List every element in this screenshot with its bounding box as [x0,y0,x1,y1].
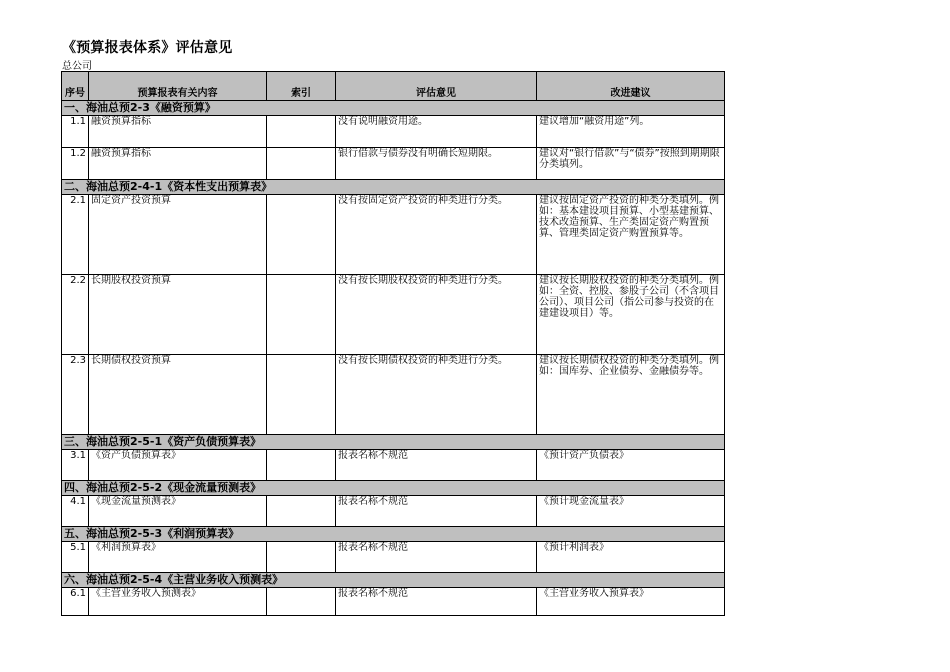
row-number: 5.1 [62,542,89,573]
row-opinion: 没有按固定资产投资的种类进行分类。 [336,195,537,275]
row-content: 长期债权投资预算 [89,355,267,435]
row-opinion: 报表名称不规范 [336,496,537,527]
table-row [62,542,725,573]
row-number: 1.2 [62,148,89,180]
section-title: 一、海油总预2-3《融资预算》 [62,101,725,116]
row-suggestion: 建议按长期股权投资的种类分类填列。例如：全资、控股、参股子公司（不含项目公司）、项目公司（指公司参与投资的在建建设项目）等。 [537,275,725,355]
section-title: 四、海油总预2-5-2《现金流量预测表》 [62,481,725,496]
table-row [62,275,725,355]
row-number: 3.1 [62,450,89,481]
row-content: 融资预算指标 [89,116,267,148]
table-row [62,116,725,148]
row-content: 融资预算指标 [89,148,267,180]
header-index: 索引 [267,72,336,101]
row-content: 《现金流量预测表》 [89,496,267,527]
section-row [62,573,725,588]
row-number: 2.2 [62,275,89,355]
row-index [267,450,336,481]
row-content: 《利润预算表》 [89,542,267,573]
row-opinion: 报表名称不规范 [336,542,537,573]
section-row [62,527,725,542]
row-index [267,148,336,180]
row-opinion: 没有按长期债权投资的种类进行分类。 [336,355,537,435]
row-number: 2.3 [62,355,89,435]
row-index [267,275,336,355]
row-suggestion: 建议按长期债权投资的种类分类填列。例如：国库券、企业债券、金融债券等。 [537,355,725,435]
row-content: 长期股权投资预算 [89,275,267,355]
row-opinion: 没有按长期股权投资的种类进行分类。 [336,275,537,355]
row-suggestion: 《预计利润表》 [537,542,725,573]
row-opinion: 报表名称不规范 [336,450,537,481]
section-title: 二、海油总预2-4-1《资本性支出预算表》 [62,180,725,195]
row-opinion: 银行借款与债券没有明确长短期限。 [336,148,537,180]
table-row [62,496,725,527]
row-content: 固定资产投资预算 [89,195,267,275]
row-number: 4.1 [62,496,89,527]
row-number: 1.1 [62,116,89,148]
table-row [62,195,725,275]
row-suggestion: 建议按固定资产投资的种类分类填列。例如：基本建设项目预算、小型基建预算、技术改造预算、生产类固定资产购置预算、管理类固定资产购置预算等。 [537,195,725,275]
row-suggestion: 《预计资产负债表》 [537,450,725,481]
section-title: 五、海油总预2-5-3《利润预算表》 [62,527,725,542]
section-title: 三、海油总预2-5-1《资产负债预算表》 [62,435,725,450]
row-index [267,195,336,275]
header-seq: 序号 [62,72,89,101]
row-opinion: 报表名称不规范 [336,588,537,616]
company-label: 总公司 [62,61,92,72]
row-index [267,496,336,527]
section-title: 六、海油总预2-5-4《主营业务收入预测表》 [62,573,725,588]
section-row [62,101,725,116]
row-content: 《资产负债预算表》 [89,450,267,481]
table-row [62,355,725,435]
header-opinion: 评估意见 [336,72,537,101]
section-row [62,180,725,195]
header-content: 预算报表有关内容 [89,72,267,101]
table-row [62,588,725,616]
header-suggestion: 改进建议 [537,72,725,101]
evaluation-table [61,71,725,616]
row-number: 6.1 [62,588,89,616]
table-row [62,450,725,481]
row-suggestion: 建议对“银行借款”与“债券”按照到期期限分类填列。 [537,148,725,180]
section-row [62,481,725,496]
section-row [62,435,725,450]
row-index [267,116,336,148]
row-suggestion: 《主营业务收入预算表》 [537,588,725,616]
row-opinion: 没有说明融资用途。 [336,116,537,148]
table-row [62,148,725,180]
row-suggestion: 建议增加“融资用途”列。 [537,116,725,148]
document-title: 《预算报表体系》评估意见 [62,40,233,56]
row-index [267,355,336,435]
row-index [267,542,336,573]
row-suggestion: 《预计现金流量表》 [537,496,725,527]
row-content: 《主营业务收入预测表》 [89,588,267,616]
row-index [267,588,336,616]
row-number: 2.1 [62,195,89,275]
header-row [62,72,725,101]
